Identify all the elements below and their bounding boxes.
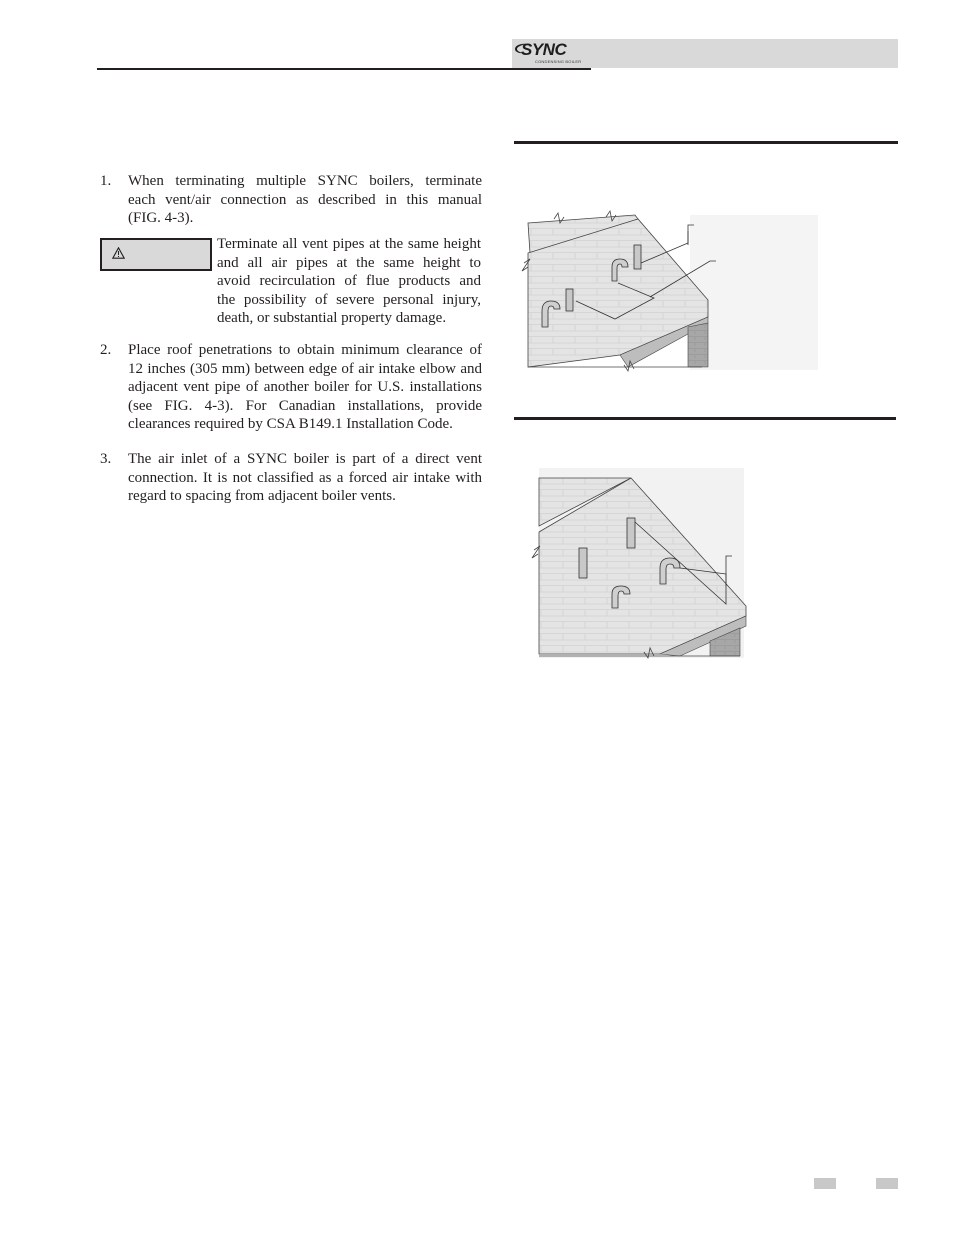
text-line: the possibility of severe personal injury,: [217, 291, 481, 308]
warning-text: [217, 235, 481, 328]
warning-triangle-icon: [112, 247, 125, 259]
list-item: [100, 450, 482, 506]
item-number: 2.: [100, 342, 112, 358]
text-line: Terminate all vent pipes at the same height: [217, 236, 481, 252]
text-line: (FIG. 4-3).: [128, 210, 194, 227]
footer-marker-left: [814, 1178, 836, 1189]
roof-vent-illustration-top: [520, 205, 825, 375]
text-line: clearances required by CSA B149.1 Installation Code.: [128, 416, 453, 433]
item-text: [128, 172, 482, 228]
text-line: The air inlet of a SYNC boiler is part of a direct vent: [128, 451, 482, 467]
text-line: avoid recirculation of flue products and: [217, 273, 481, 290]
list-item: [100, 172, 482, 228]
header-rule: [97, 68, 591, 70]
text-line: Place roof penetrations to obtain minimum clearance of: [128, 342, 482, 358]
text-line: When terminating multiple SYNC boilers, terminate: [128, 173, 482, 189]
text-line: adjacent vent pipe of another boiler for U.S. installations: [128, 379, 482, 396]
item-number: 1.: [100, 173, 112, 189]
text-line: and all air pipes at the same height to: [217, 254, 481, 271]
text-line: each vent/air connection as described in this manual: [128, 191, 482, 208]
text-line: (see FIG. 4-3). For Canadian installations, provide: [128, 397, 482, 414]
text-line: connection. It is not classified as a forced air intake with: [128, 469, 482, 486]
item-text: [128, 450, 482, 506]
figure-rule-top: [514, 141, 898, 144]
sync-logo: [514, 39, 594, 68]
figure-rule-middle: [514, 417, 896, 420]
item-text: [128, 341, 482, 434]
text-line: 12 inches (305 mm) between edge of air intake elbow and: [128, 360, 482, 377]
warning-box: [100, 238, 212, 271]
text-line: regard to spacing from adjacent boiler vents.: [128, 488, 396, 505]
list-item: [100, 341, 482, 435]
roof-vent-illustration-bottom: [530, 466, 755, 661]
item-number: 3.: [100, 451, 112, 467]
footer-marker-right: [876, 1178, 898, 1189]
logo-text: SYNC: [521, 40, 567, 59]
logo-subtext: CONDENSING BOILER: [535, 59, 582, 64]
text-line: death, or substantial property damage.: [217, 310, 447, 327]
